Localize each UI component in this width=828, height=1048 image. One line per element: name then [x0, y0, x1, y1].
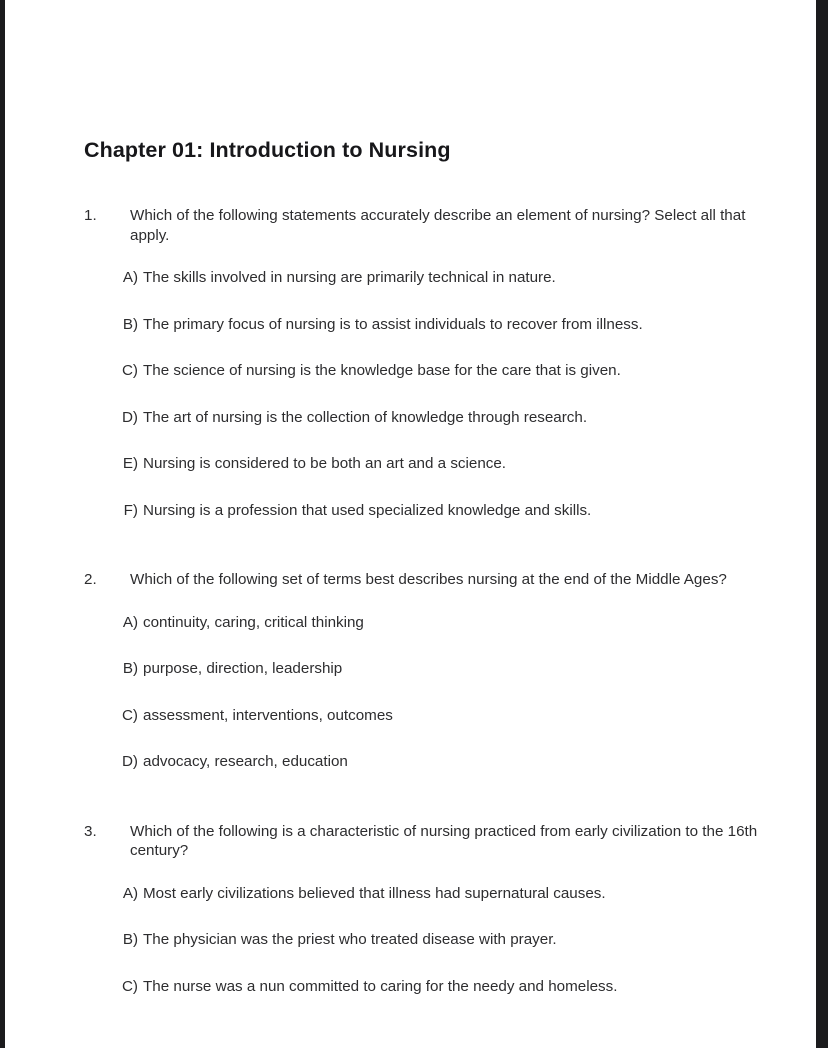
answer-option[interactable]	[84, 613, 764, 633]
answer-option[interactable]	[84, 501, 764, 521]
answer-option-text: continuity, caring, critical thinking	[143, 613, 364, 631]
page-sheet	[5, 0, 816, 1048]
question-number: 3.	[84, 822, 97, 840]
answer-option[interactable]	[84, 268, 764, 288]
answer-option-text: assessment, interventions, outcomes	[143, 706, 393, 724]
answer-option-text: The nurse was a nun committed to caring for the needy and homeless.	[143, 977, 618, 995]
answer-option-letter: F)	[123, 501, 138, 519]
page-right-edge-bar	[816, 0, 828, 1048]
question-text: Which of the following set of terms best describes nursing at the end of the Middle Ages?	[130, 571, 727, 588]
answer-option-list	[84, 268, 764, 520]
answer-option-text: The physician was the priest who treated disease with prayer.	[143, 931, 557, 948]
answer-option[interactable]	[84, 315, 764, 335]
question-block	[84, 206, 764, 560]
question-number: 2.	[84, 571, 97, 588]
question-spacer	[84, 547, 764, 560]
answer-option-letter: B)	[122, 315, 138, 333]
question-text: Which of the following is a characteristic of nursing practiced from early civilization to the 16th century?	[130, 822, 758, 859]
answer-option-letter: A)	[122, 613, 138, 631]
answer-option-letter: E)	[122, 455, 138, 472]
answer-option-text: advocacy, research, education	[143, 753, 348, 770]
answer-option-list	[84, 613, 764, 772]
answer-option[interactable]	[84, 930, 764, 950]
answer-option-letter: A)	[122, 884, 138, 902]
answer-option-letter: D)	[121, 408, 138, 426]
answer-option[interactable]	[84, 454, 764, 474]
answer-option[interactable]	[84, 706, 764, 726]
answer-option-letter: B)	[122, 931, 138, 948]
answer-option[interactable]	[84, 884, 764, 904]
answer-option-text: The science of nursing is the knowledge base for the care that is given.	[143, 362, 621, 379]
answer-option-text: purpose, direction, leadership	[143, 660, 343, 677]
question-spacer	[84, 1023, 764, 1036]
question-row	[84, 822, 764, 861]
question-text: Which of the following statements accurately describe an element of nursing? Select all that apply.	[130, 207, 746, 244]
question-row	[84, 206, 764, 245]
page-title: Chapter 01: Introduction to Nursing	[84, 138, 451, 163]
question-list	[84, 206, 764, 1046]
answer-option-text: Most early civilizations believed that illness had supernatural causes.	[143, 884, 606, 902]
answer-option-text: Nursing is a profession that used specialized knowledge and skills.	[143, 501, 592, 519]
answer-option[interactable]	[84, 361, 764, 381]
answer-option-letter: A)	[122, 269, 138, 286]
answer-option-letter: D)	[121, 753, 138, 770]
answer-option-letter: C)	[121, 977, 138, 995]
question-block	[84, 822, 764, 1037]
answer-option-list	[84, 884, 764, 997]
answer-option[interactable]	[84, 659, 764, 679]
answer-option[interactable]	[84, 977, 764, 997]
answer-option-letter: C)	[121, 362, 138, 379]
answer-option[interactable]	[84, 408, 764, 428]
question-spacer	[84, 799, 764, 812]
question-number: 1.	[84, 207, 97, 224]
answer-option-text: Nursing is considered to be both an art and a science.	[143, 455, 507, 472]
question-block	[84, 570, 764, 812]
answer-option-text: The primary focus of nursing is to assist individuals to recover from illness.	[143, 315, 643, 333]
answer-option-text: The art of nursing is the collection of knowledge through research.	[143, 408, 588, 426]
answer-option-letter: C)	[121, 706, 138, 724]
question-row	[84, 570, 764, 590]
answer-option-text: The skills involved in nursing are primarily technical in nature.	[143, 269, 556, 286]
answer-option[interactable]	[84, 752, 764, 772]
answer-option-letter: B)	[122, 660, 138, 677]
